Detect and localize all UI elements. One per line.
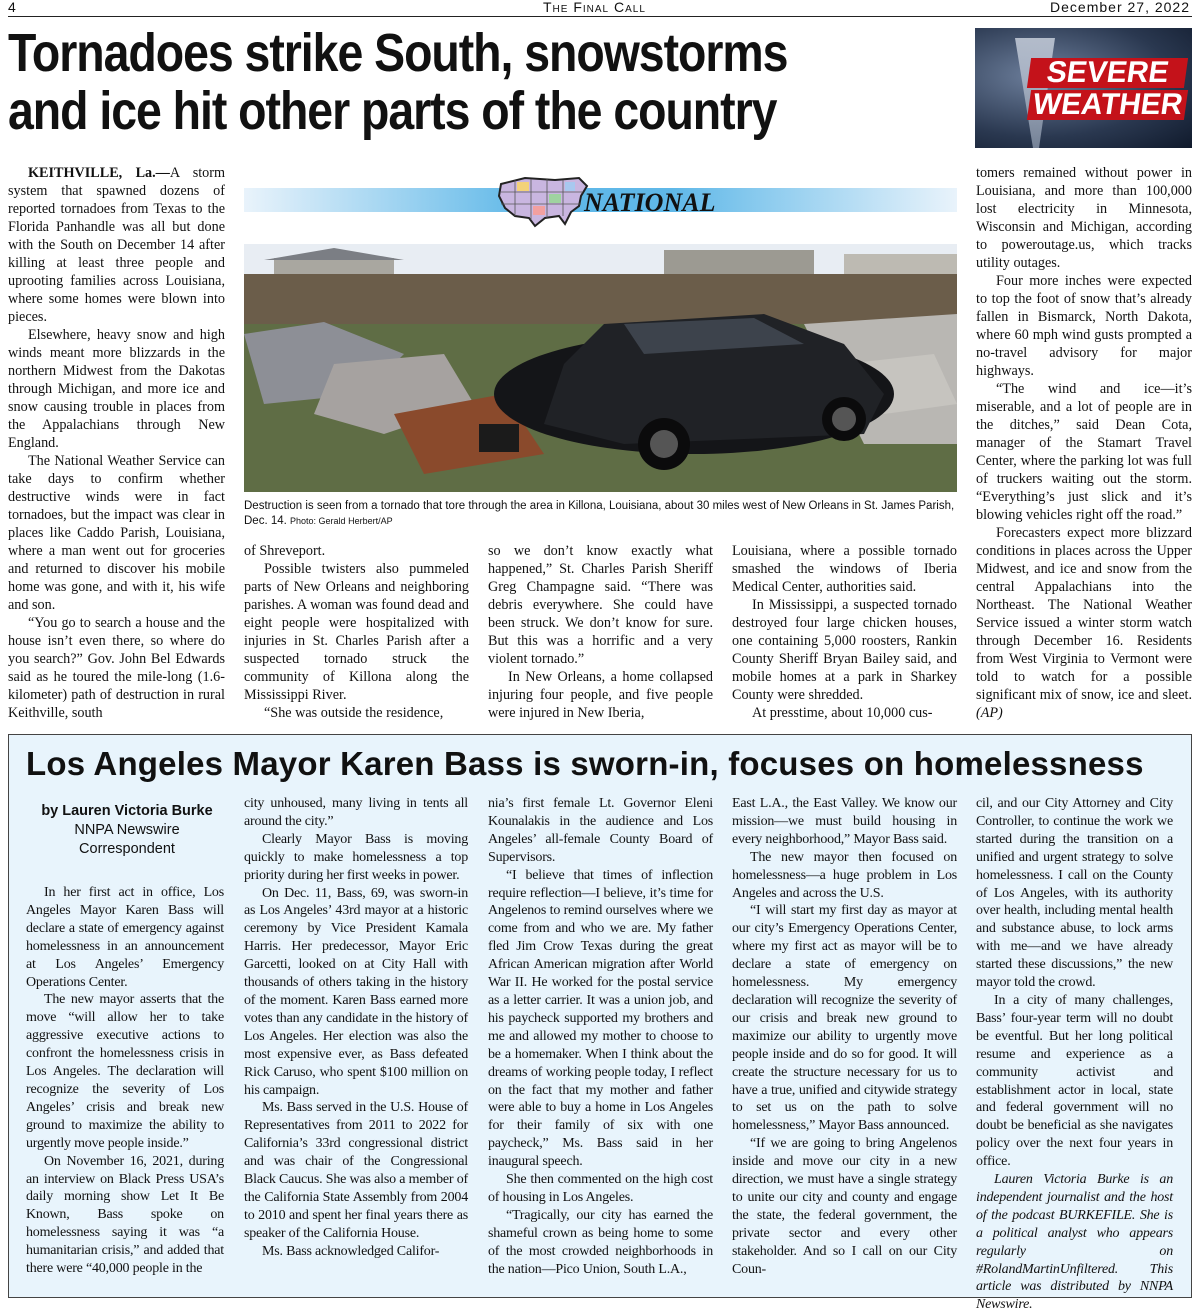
issue-date: December 27, 2022 xyxy=(1050,0,1190,15)
paragraph: “You go to search a house and the house isn’t even there, so where do you search?” Gov. John Bel Edwards said as he toured the mile-long (1.6-kilometer) path of destruction in rural Keithville, south xyxy=(8,615,225,721)
paragraph: At presstime, about 10,000 cus- xyxy=(752,705,933,721)
paragraph: In New Orleans, a home collapsed injuring four people, and five people were injured in New Iberia, xyxy=(488,669,713,721)
page-header xyxy=(8,0,1192,17)
byline xyxy=(24,802,230,859)
article1-column-3 xyxy=(488,542,713,722)
severe-weather-graphic xyxy=(975,28,1192,148)
caption-text: Destruction is seen from a tornado that tore through the area in Killona, Louisiana, about 30 miles west of New Orleans in St. James Parish, Dec. 14. xyxy=(244,500,955,527)
byline-name: by Lauren Victoria Burke xyxy=(41,803,213,819)
paragraph: The new mayor then focused on homelessness—a huge problem in Los Angeles and across the U.S. xyxy=(732,849,957,901)
headline-line-2: and ice hit other parts of the country xyxy=(8,81,777,141)
paragraph: Possible twisters also pummeled parts of New Orleans and neighboring parishes. A woman was found dead and eight people were hospitalized with injuries in St. Charles Parish after a suspected tornado struck the community of Killona along the Mississippi River. xyxy=(244,561,469,703)
badge-line-1: SEVERE xyxy=(1026,58,1188,88)
byline-org: NNPA Newswire xyxy=(74,822,180,838)
photo-caption xyxy=(244,499,957,529)
article1-column-4 xyxy=(732,542,957,722)
paragraph: Louisiana, where a possible tornado smashed the windows of Iberia Medical Center, authorities said. xyxy=(732,543,957,595)
paragraph: nia’s first female Lt. Governor Eleni Kounalakis in the audience and Los Angeles’ all-female County Board of Supervisors. xyxy=(488,796,713,865)
article1-column-5 xyxy=(976,164,1192,722)
article2-column-1 xyxy=(26,884,224,1278)
photo-illustration xyxy=(244,244,957,492)
us-map-icon xyxy=(495,172,591,230)
article1-column-1 xyxy=(8,164,225,722)
badge-line-2: WEATHER xyxy=(1026,90,1188,120)
paragraph: In Mississippi, a suspected tornado destroyed four large chicken houses, one containing 5,000 roosters, Rankin County Sheriff Bryan Bailey said, and mobile homes at a park in Sharkey County were shredded. xyxy=(732,597,957,703)
article2-column-4 xyxy=(732,795,957,1278)
paragraph: A storm system that spawned dozens of reported tornadoes from Texas to the Florida Panhandle was all but done with the South on December 14 after killing at least three people and uprooting families across Louisiana, where some homes were blown into pieces. xyxy=(8,165,226,325)
publication-name: The Final Call xyxy=(543,0,646,15)
article2-column-2 xyxy=(244,795,468,1261)
paragraph: Ms. Bass acknowledged Califor- xyxy=(262,1243,440,1259)
paragraph: “The wind and ice—it’s miserable, and a lot of people are in the ditches,” said Dean Cota, manager of the Stamart Travel Center, where the parking lot was full of truckers waiting out the storm. “Everything’s just slick and it’s blowing vehicles right off the road.” xyxy=(976,381,1192,523)
source-credit: (AP) xyxy=(976,705,1003,721)
section-label: NATIONAL xyxy=(584,188,716,217)
paragraph: “I will start my first day as mayor at our city’s Emergency Operations Center, where my first act as mayor will be to declare a state of emergency on homelessness. My emergency declaration will recognize the severity of our crisis and break new ground to maximize our ability to urgently move people inside and do so for good. It will create the structure necessary for us to have a true, unified and citywide strategy to set us on the path to solve homelessness,” Mayor Bass announced. xyxy=(732,903,957,1134)
paragraph: On Dec. 11, Bass, 69, was sworn-in as Los Angeles’ 43rd mayor at a historic ceremony by Vice President Kamala Harris. Her predecessor, Mayor Eric Garcetti, looked on at City Hall with thousands of others taking in the history of the moment. Karen Bass earned more votes than any candidate in the history of Los Angeles. Her election was also the most expensive ever, as Bass defeated Rick Caruso, who spent $100 million on his campaign. xyxy=(244,885,468,1098)
article2-column-3 xyxy=(488,795,713,1278)
article-headline xyxy=(8,24,834,140)
paragraph: Forecasters expect more blizzard conditions in places across the Upper Midwest, and ice and snow from the central Appalachians into the Northeast. The National Weather Service issued a winter storm watch through December 16. Residents from West Virginia to Vermont were told to watch for a possible significant mix of snow, ice and sleet. xyxy=(976,525,1192,703)
tornado-damage-photo xyxy=(244,244,957,492)
article2-headline: Los Angeles Mayor Karen Bass is sworn-in, focuses on homelessness xyxy=(26,745,1144,782)
paragraph: In a city of many challenges, Bass’ four-year term will no doubt be eventful. But her long political resume and experience as a community activist and establishment actor in local, state and federal government will no doubt be beneficial as she navigates policy over the next four years in office. xyxy=(976,992,1173,1170)
paragraph: cil, and our City Attorney and City Controller, to continue the work we started during the transition on a unified and urgent strategy to solve homelessness. I call on the County of Los Angeles, with its authority over health, including mental health and substance abuse, to lock arms with me—and we have already started these discussions,” the new mayor told the crowd. xyxy=(976,796,1173,991)
paragraph: city unhoused, many living in tents all around the city.” xyxy=(244,796,468,829)
paragraph: so we don’t know exactly what happened,” St. Charles Parish Sheriff Greg Champagne said. “There was debris everywhere. She could have been struck. We don’t know for sure. But this was a horrific and a very violent tornado.” xyxy=(488,543,713,667)
paragraph: In her first act in office, Los Angeles Mayor Karen Bass will declare a state of emergency against homelessness in an announcement at Los Angeles’ Emergency Operations Center. xyxy=(26,885,224,990)
paragraph: of Shreveport. xyxy=(244,543,326,559)
paragraph: Elsewhere, heavy snow and high winds meant more blizzards in the northern Midwest from the Dakotas through Michigan, and more ice and snow causing trouble in places from the Appalachians through New England. xyxy=(8,327,225,451)
article1-column-2 xyxy=(244,542,469,722)
paragraph: Ms. Bass served in the U.S. House of Representatives from 2011 to 2022 for California’s 33rd congressional district and was chair of the Congressional Black Caucus. She was also a member of the California State Assembly from 2004 to 2010 and spent her final years there as speaker of the California House. xyxy=(244,1100,468,1241)
paragraph: Clearly Mayor Bass is moving quickly to make homelessness a top priority during her first weeks in power. xyxy=(244,831,468,883)
headline-line-1: Tornadoes strike South, snowstorms xyxy=(8,23,788,83)
paragraph: East L.A., the East Valley. We know our mission—we must build housing in every neighborhood,” Mayor Bass said. xyxy=(732,796,957,847)
paragraph: On November 16, 2021, during an interview on Black Press USA’s daily morning show Let It Be Known, Bass spoke on homelessness saying it was “a humanitarian crisis,” and added that there were “40,000 people in the xyxy=(26,1153,224,1277)
dateline: KEITHVILLE, La.— xyxy=(28,165,170,181)
page-number: 4 xyxy=(8,0,17,15)
paragraph: She then commented on the high cost of housing in Los Angeles. xyxy=(488,1172,713,1205)
paragraph: “She was outside the residence, xyxy=(264,705,444,721)
paragraph: The National Weather Service can take days to confirm whether destructive winds were in fact tornadoes, but the impact was clear in places like Caddo Parish, Louisiana, where a man went out for groceries and returned to discover his mobile home was gone, and with it, his wife and son. xyxy=(8,453,225,613)
article2-column-5 xyxy=(976,795,1173,1314)
paragraph: The new mayor asserts that the move “will allow her to take aggressive executive actions to confront the homelessness crisis in Los Angeles. The declaration will recognize the severity of Los Angeles’ crisis and break new ground to maximize the ability to urgently move people inside.” xyxy=(26,992,224,1151)
paragraph: Four more inches were expected to top the foot of snow that’s already fallen in Bismarck, North Dakota, where 60 mph wind gusts prompted a no-travel advisory for major highways. xyxy=(976,273,1192,379)
photo-credit: Photo: Gerald Herbert/AP xyxy=(290,516,393,526)
paragraph: “If we are going to bring Angelenos inside and move our city in a new direction, we must have a single strategy to unite our city and county and engage the state, the federal government, the private sector and every other stakeholder. And so I call on our City Coun- xyxy=(732,1136,957,1277)
paragraph: “Tragically, our city has earned the shameful crown as being home to some of the most crowded neighborhoods in the nation—Pico Union, South L.A., xyxy=(488,1207,713,1277)
byline-role: Correspondent xyxy=(79,841,175,857)
paragraph: tomers remained without power in Louisiana, and more than 100,000 lost electricity in Minnesota, Wisconsin and Michigan, according to poweroutage.us, which tracks utility outages. xyxy=(976,165,1192,271)
paragraph: “I believe that times of inflection require reflection—I believe, it’s time for Angelenos to remind ourselves where we come from and who we are. My father fled Jim Crow Texas during the great African American migration after World War II. He worked for the postal service as a letter carrier. It was a union job, and his paycheck supported my brothers and me and allowed my mother to choose to be a homemaker. When I think about the dreams of working people today, I reflect on the fact that my mother and father were able to buy a home in Los Angeles for their family of six with one paycheck,” Ms. Bass said in her inaugural speech. xyxy=(488,867,713,1170)
author-bio: Lauren Victoria Burke is an independent journalist and the host of the podcast BURKEFILE. She is a political analyst who appears regularly on #RolandMartinUnfiltered. This article was distributed by NNPA Newswire. xyxy=(976,1172,1173,1313)
